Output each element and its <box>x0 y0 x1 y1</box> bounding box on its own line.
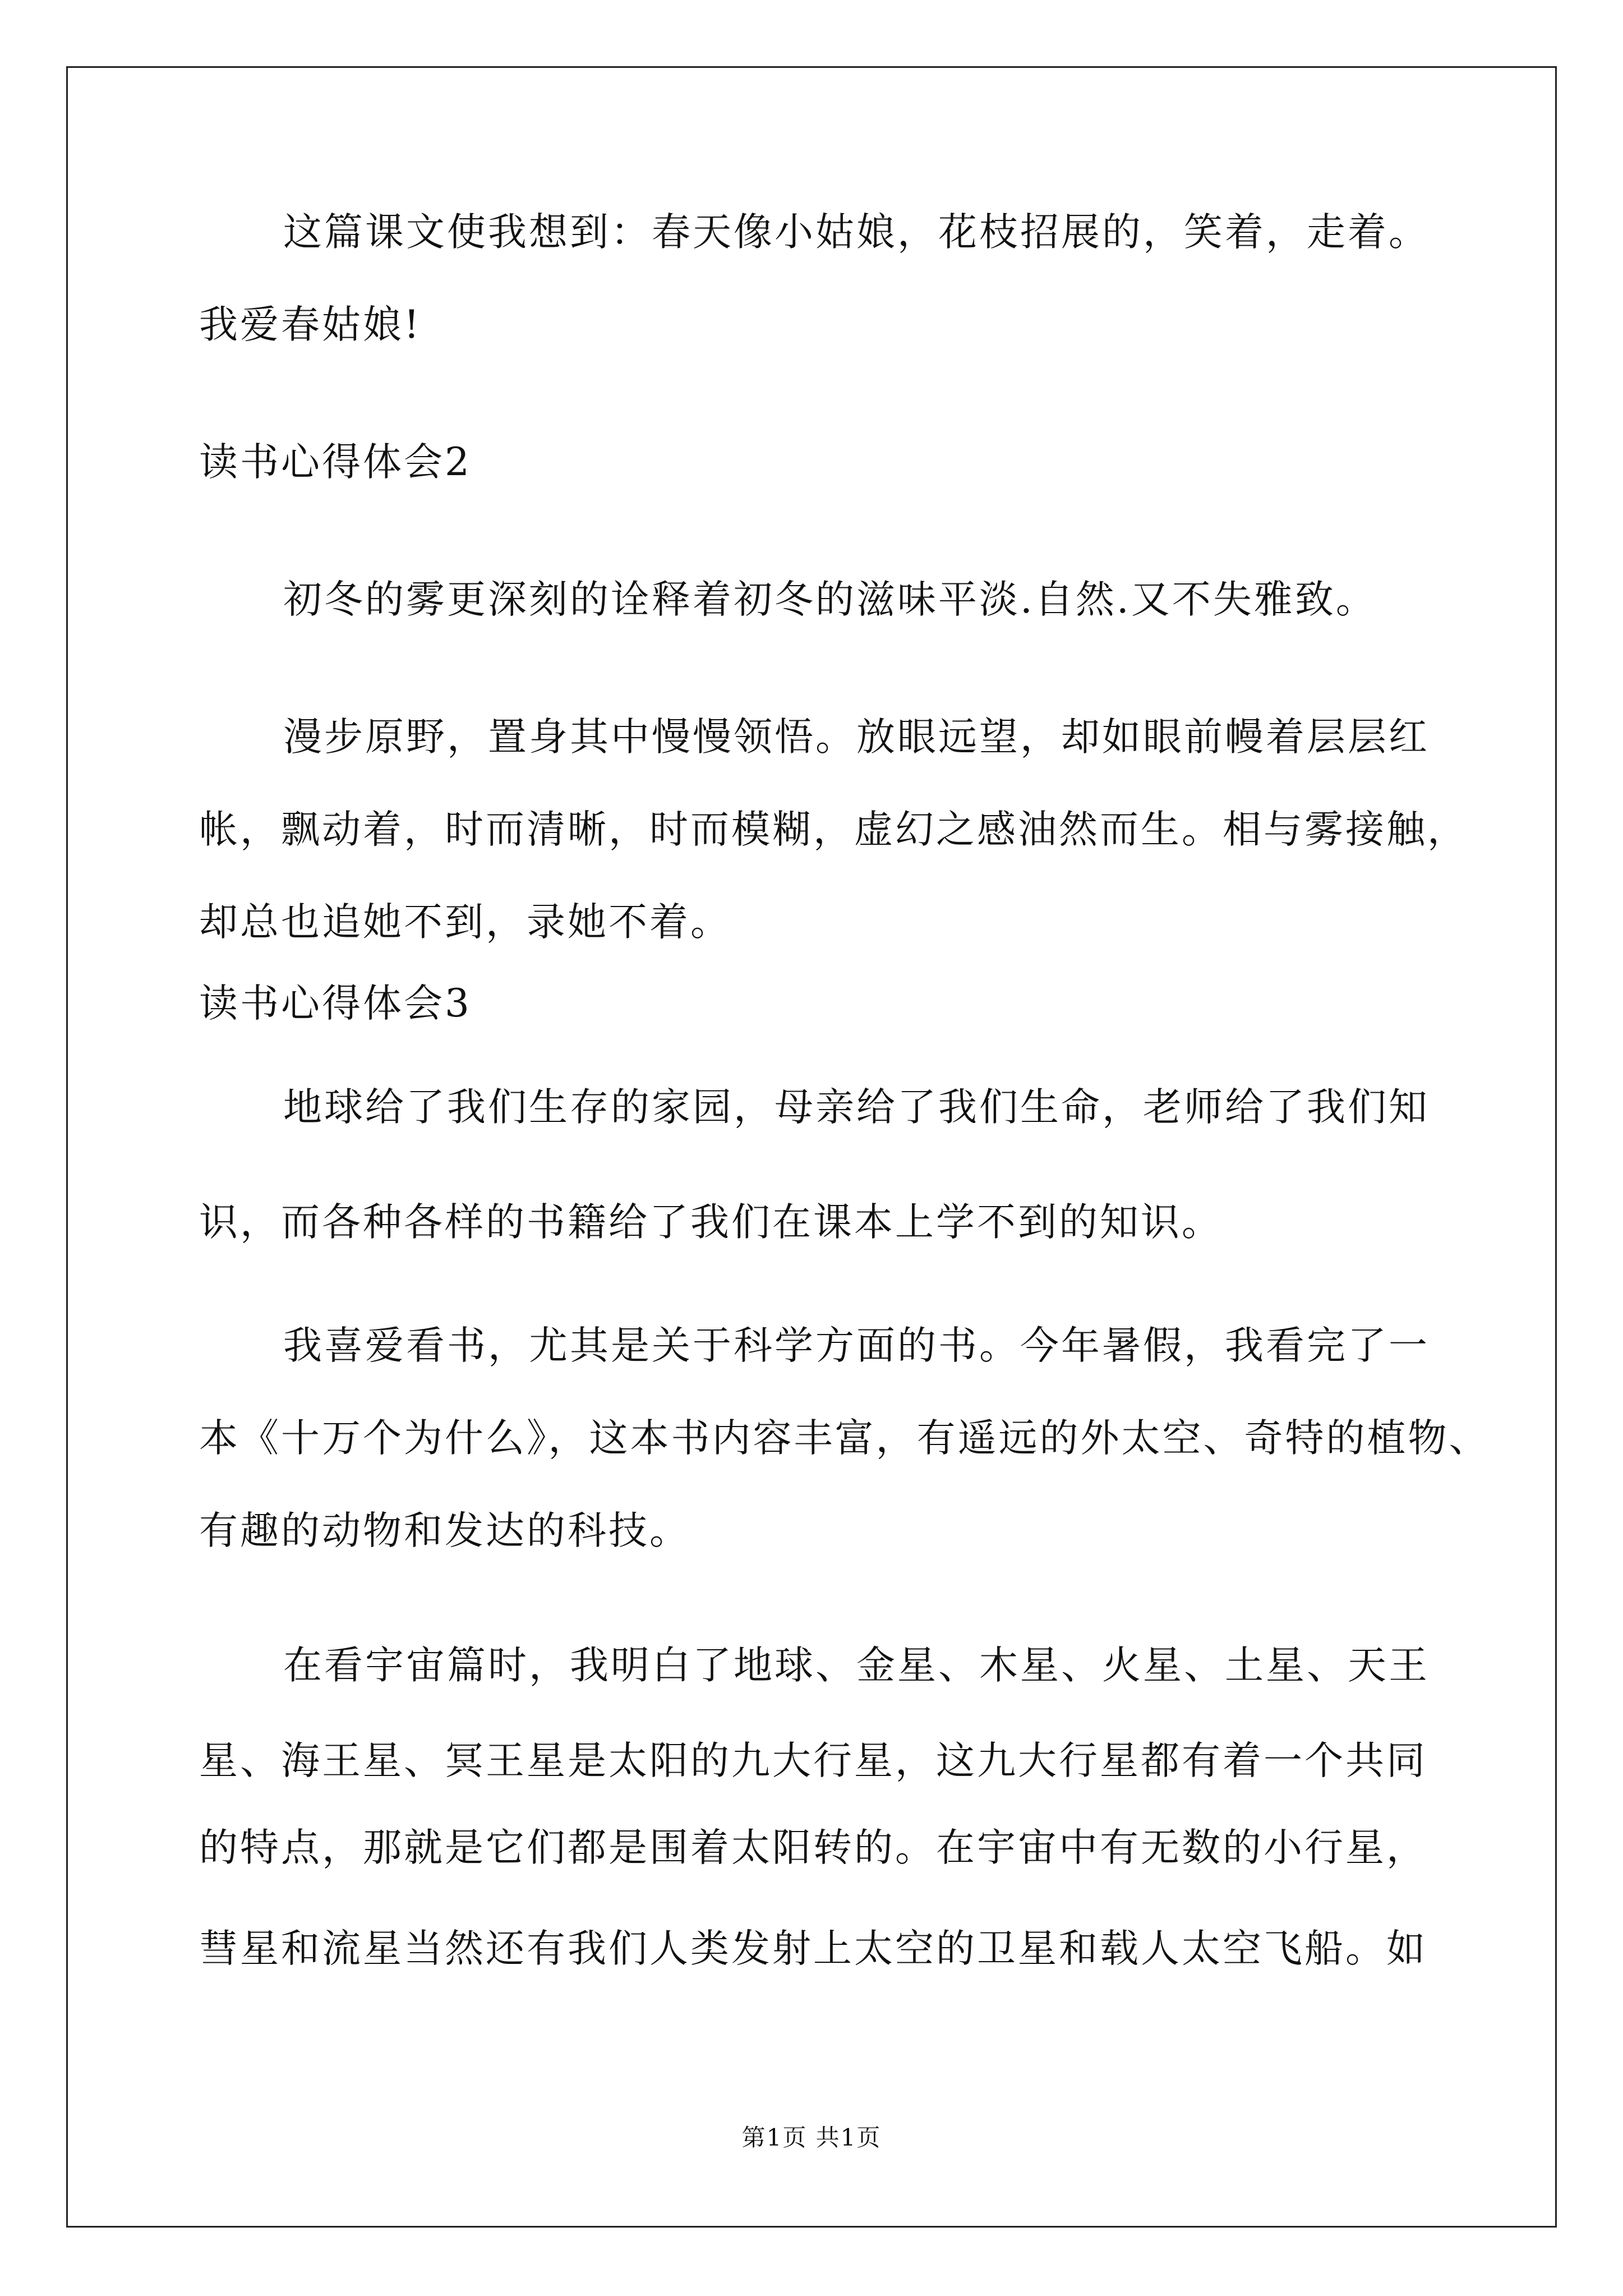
paragraph-line: 我喜爱看书，尤其是关于科学方面的书。今年暑假，我看完了一 <box>283 1323 1430 1368</box>
page-footer: 第1页 共1页 <box>741 2124 882 2151</box>
paragraph-line: 漫步原野，置身其中慢慢领悟。放眼远望，却如眼前幔着层层红 <box>283 715 1430 760</box>
paragraph-line: 的特点，那就是它们都是围着太阳转的。在宇宙中有无数的小行星， <box>199 1825 1427 1870</box>
paragraph-line: 在看宇宙篇时，我明白了地球、金星、木星、火星、土星、天王 <box>283 1643 1430 1688</box>
paragraph-line: 本《十万个为什么》，这本书内容丰富，有遥远的外太空、奇特的植物、 <box>199 1416 1490 1461</box>
paragraph-line: 星、海王星、冥王星是太阳的九大行星，这九大行星都有着一个共同 <box>199 1738 1427 1783</box>
paragraph-line: 有趣的动物和发达的科技。 <box>199 1508 690 1553</box>
paragraph-line: 却总也追她不到，录她不着。 <box>199 900 731 945</box>
paragraph-line: 帐，飘动着，时而清晰，时而模糊，虚幻之感油然而生。相与雾接触， <box>199 807 1468 852</box>
section-heading: 读书心得体会2 <box>199 440 472 485</box>
paragraph-line: 这篇课文使我想到：春天像小姑娘，花枝招展的，笑着，走着。 <box>283 210 1430 255</box>
paragraph-line: 识，而各种各样的书籍给了我们在课本上学不到的知识。 <box>199 1200 1223 1245</box>
page-border <box>66 66 1557 2228</box>
paragraph-line: 彗星和流星当然还有我们人类发射上太空的卫星和载人太空飞船。如 <box>199 1926 1427 1971</box>
section-heading: 读书心得体会3 <box>199 981 472 1026</box>
paragraph-line: 初冬的雾更深刻的诠释着初冬的滋味平淡.自然.又不失雅致。 <box>283 577 1377 622</box>
paragraph-line: 地球给了我们生存的家园，母亲给了我们生命，老师给了我们知 <box>283 1085 1430 1130</box>
paragraph-line: 我爱春姑娘! <box>199 302 422 347</box>
